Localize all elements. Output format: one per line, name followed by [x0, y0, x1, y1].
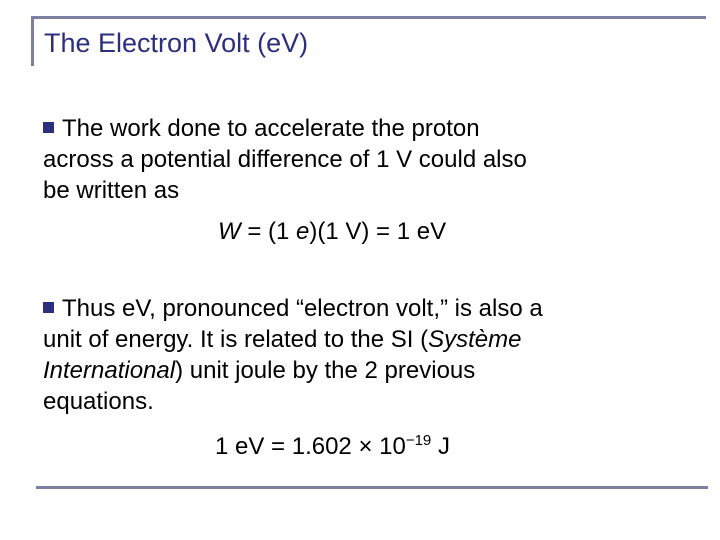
bullet-2-line-2-italic: Système [428, 326, 522, 353]
bullet-2-line-2-text: unit of energy. It is related to the SI ( [43, 326, 429, 353]
bullet-1-line-2: across a potential difference of 1 V could also [43, 146, 527, 173]
title-rule-left [31, 16, 34, 66]
bullet-paragraph-1 [43, 113, 693, 206]
slide-title: The Electron Volt (eV) [44, 28, 309, 58]
conversion-exponent: −19 [405, 432, 432, 449]
bullet-2-line-1-text: Thus eV, pronounced “electron volt,” is also a [62, 295, 543, 322]
work-equation [218, 218, 446, 246]
bullet-2-line-3-italic: International [43, 357, 176, 384]
bullet-2-line-2 [43, 324, 693, 355]
work-equation-part-2: )(1 V) = 1 eV [309, 218, 447, 245]
bullet-2-line-4: equations. [43, 388, 154, 415]
bullet-2-line-3-text: ) unit joule by the 2 previous [175, 357, 476, 384]
bullet-1-line-1-text: The work done to accelerate the proton [62, 115, 480, 142]
bullet-2-line-3 [43, 355, 693, 386]
bullet-2-marker [43, 302, 54, 313]
bullet-1-line-1 [43, 113, 693, 144]
work-equation-part-1: = (1 [240, 218, 297, 245]
bullet-1-line-3: be written as [43, 177, 180, 204]
work-symbol: W [218, 218, 241, 245]
bullet-paragraph-2 [43, 293, 693, 417]
title-rule-top [31, 16, 706, 19]
conversion-unit: J [431, 433, 450, 460]
bottom-rule [36, 486, 708, 489]
bullet-1-marker [43, 122, 54, 133]
conversion-equation-base: 1 eV = 1.602 × 10 [215, 433, 406, 460]
bullet-2-line-1 [43, 293, 693, 324]
charge-symbol: e [296, 218, 310, 245]
energy-conversion-equation [215, 433, 450, 461]
